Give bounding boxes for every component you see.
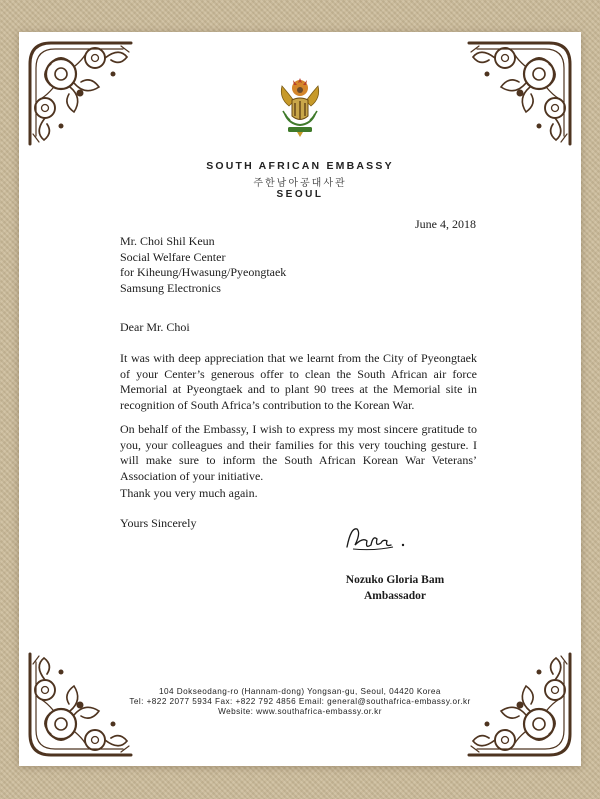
recipient-line: Mr. Choi Shil Keun (120, 234, 215, 248)
body-paragraph: Thank you very much again. (120, 486, 258, 500)
recipient-line: Samsung Electronics (120, 280, 221, 295)
handwritten-signature (343, 519, 411, 555)
recipient-line: Social Welfare Center (120, 249, 226, 264)
recipient-line: for Kiheung/Hwasung/Pyeongtaek (120, 265, 287, 279)
footer-contact: Tel: +822 2077 5934 Fax: +822 792 4856 Email: general@southafrica-embassy.or.kr (129, 697, 471, 706)
footer-address: 104 Dokseodang-ro (Hannam-dong) Yongsan-gu, Seoul, 04420 Korea (159, 687, 441, 696)
embassy-name-korean: 주한남아공대사관 (253, 178, 347, 189)
closing: Yours Sincerely (120, 516, 197, 530)
embassy-city: SEOUL (276, 189, 324, 200)
ornament-corner-top-left-icon (25, 38, 137, 150)
ornament-corner-top-right-icon (463, 38, 575, 150)
salutation: Dear Mr. Choi (120, 320, 190, 334)
body-paragraph: It was with deep appreciation that we learnt from the City of Pyeongtaek of your Center’s generous offer to clean the South African air force Memorial at Pyeongtaek and to plant 90 trees at the Memorial site in recognition of South Africa’s contribution to the Korean War. (120, 351, 477, 412)
footer-website: Website: www.southafrica-embassy.or.kr (218, 707, 382, 716)
letter-page (25, 38, 575, 760)
signer-name: Nozuko Gloria Bam (345, 574, 445, 586)
body-paragraph: On behalf of the Embassy, I wish to express my most sincere gratitude to you, your colleagues and their families for this very touching gesture. I will make sure to inform the South African Korean War Veterans’ Association of your initiative. (120, 422, 477, 483)
letter-date: June 4, 2018 (415, 217, 476, 231)
south-africa-coat-of-arms-icon (275, 76, 325, 138)
embassy-name: SOUTH AFRICAN EMBASSY (206, 160, 394, 172)
signer-title: Ambassador (364, 590, 426, 602)
recipient-address (120, 234, 286, 296)
